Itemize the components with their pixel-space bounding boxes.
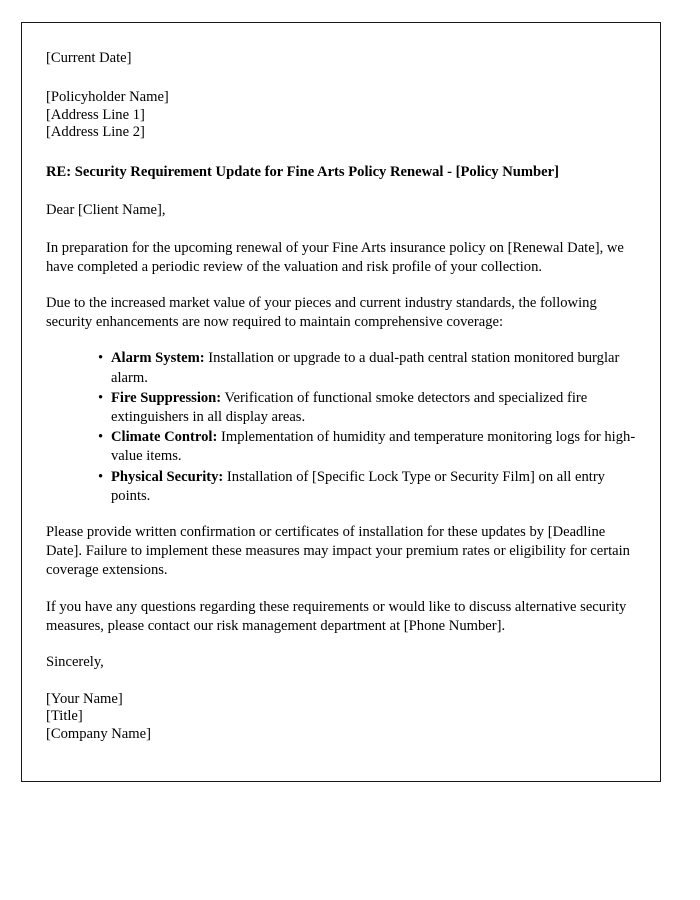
requirement-text: Verification of functional smoke detectors and specialized fire extinguishers in all display areas. <box>111 389 588 425</box>
letter-page <box>21 22 661 782</box>
letter-content <box>22 23 660 763</box>
address-line-policyholder: [Policyholder Name] <box>46 89 169 105</box>
salutation: Dear [Client Name], <box>46 201 166 218</box>
paragraph-reason: Due to the increased market value of your pieces and current industry standards, the following security enhancements are now required to maintain comprehensive coverage: <box>46 294 597 331</box>
requirement-text: Installation or upgrade to a dual-path central station monitored burglar alarm. <box>111 350 620 386</box>
address-line-1: [Address Line 1] <box>46 106 145 123</box>
signature-company: [Company Name] <box>46 725 151 742</box>
bullet-icon: • <box>98 389 104 406</box>
requirement-label: Alarm System: <box>111 350 205 367</box>
signature-block <box>46 691 640 744</box>
bullet-icon: • <box>98 468 104 485</box>
signature-title: [Title] <box>46 708 83 725</box>
bullet-icon: • <box>98 350 104 367</box>
list-item <box>99 389 640 427</box>
subject-line: RE: Security Requirement Update for Fine Arts Policy Renewal - [Policy Number] <box>46 163 559 180</box>
requirements-list <box>46 349 640 506</box>
requirement-label: Fire Suppression: <box>111 389 222 406</box>
list-item <box>99 468 640 506</box>
recipient-address-block <box>46 89 640 142</box>
bullet-icon: • <box>98 429 104 446</box>
paragraph-deadline: Please provide written confirmation or certificates of installation for these updates by [Deadline Date]. Failure to implement these measures may impact your premium rates or eligibility for certain coverage extensions. <box>46 523 630 579</box>
list-item <box>99 349 640 387</box>
date-line: [Current Date] <box>46 50 132 66</box>
paragraph-contact: If you have any questions regarding these requirements or would like to discuss alternative security measures, please contact our risk management department at [Phone Number]. <box>46 598 627 634</box>
requirement-text: Implementation of humidity and temperature monitoring logs for high-value items. <box>111 429 636 465</box>
signature-name: [Your Name] <box>46 690 123 707</box>
list-item <box>99 428 640 466</box>
closing-line: Sincerely, <box>46 653 104 670</box>
requirement-label: Physical Security: <box>111 468 224 485</box>
address-line-2: [Address Line 2] <box>46 124 145 140</box>
requirement-text: Installation of [Specific Lock Type or Security Film] on all entry points. <box>111 468 605 504</box>
requirement-label: Climate Control: <box>111 429 218 446</box>
paragraph-intro: In preparation for the upcoming renewal of your Fine Arts insurance policy on [Renewal Date], we have completed a periodic review of the valuation and risk profile of your collection. <box>46 239 624 275</box>
